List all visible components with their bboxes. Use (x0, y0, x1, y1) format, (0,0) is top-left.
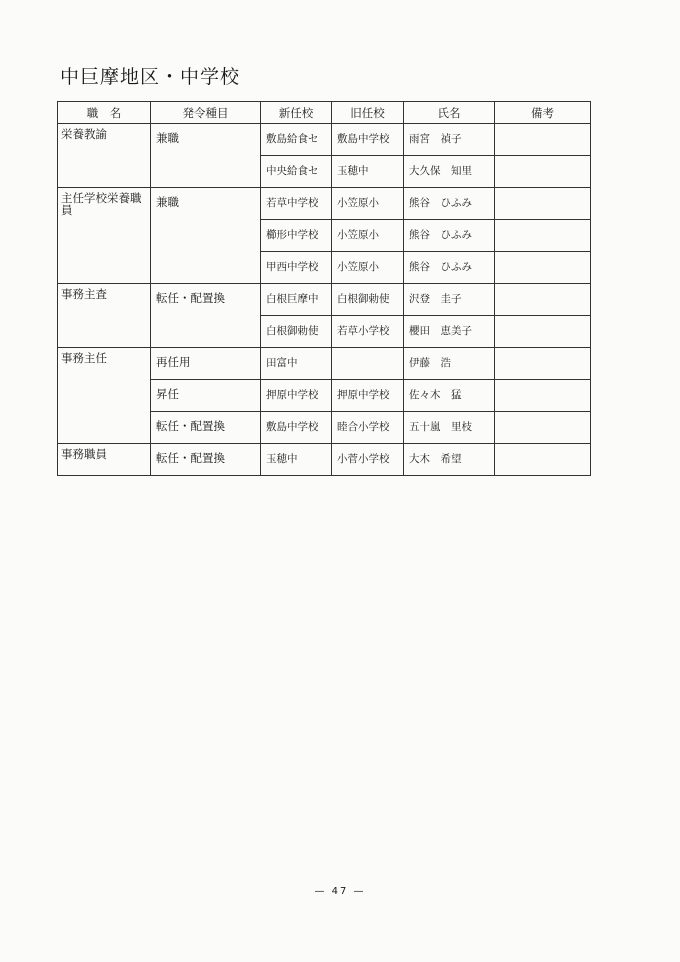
header-remarks: 備考 (495, 102, 591, 124)
new-school-cell: 甲西中学校 (261, 252, 332, 284)
kind-cell: 兼職 (151, 124, 261, 188)
kind-cell: 昇任 (151, 380, 261, 412)
old-school-cell: 睦合小学校 (332, 412, 404, 444)
new-school-cell: 玉穂中 (261, 444, 332, 476)
name-cell: 熊谷 ひふみ (404, 220, 495, 252)
position-cell: 事務職員 (58, 444, 151, 476)
old-school-cell (332, 348, 404, 380)
old-school-cell: 小菅小学校 (332, 444, 404, 476)
old-school-cell: 小笠原小 (332, 220, 404, 252)
old-school-cell: 小笠原小 (332, 188, 404, 220)
new-school-cell: 敷島給食セ (261, 124, 332, 156)
kind-cell: 再任用 (151, 348, 261, 380)
table-header-row (58, 102, 591, 124)
table-row (58, 188, 591, 220)
name-cell: 雨宮 禎子 (404, 124, 495, 156)
new-school-cell: 白根御勅使 (261, 316, 332, 348)
table-row (58, 284, 591, 316)
kind-cell: 転任・配置換 (151, 412, 261, 444)
page-number: — 47 — (314, 886, 366, 897)
kind-cell: 兼職 (151, 188, 261, 284)
table-row (58, 348, 591, 380)
table-row (58, 124, 591, 156)
header-kind: 発令種目 (151, 102, 261, 124)
position-cell: 事務主任 (58, 348, 151, 444)
remarks-cell (495, 380, 591, 412)
table-row (58, 444, 591, 476)
header-old-school: 旧任校 (332, 102, 404, 124)
name-cell: 櫻田 恵美子 (404, 316, 495, 348)
position-cell: 事務主査 (58, 284, 151, 348)
position-cell: 主任学校栄養職員 (58, 188, 151, 284)
kind-cell: 転任・配置換 (151, 444, 261, 476)
old-school-cell: 玉穂中 (332, 156, 404, 188)
name-cell: 佐々木 猛 (404, 380, 495, 412)
remarks-cell (495, 412, 591, 444)
name-cell: 大木 希望 (404, 444, 495, 476)
name-cell: 五十嵐 里枝 (404, 412, 495, 444)
remarks-cell (495, 348, 591, 380)
new-school-cell: 櫛形中学校 (261, 220, 332, 252)
name-cell: 伊藤 浩 (404, 348, 495, 380)
new-school-cell: 押原中学校 (261, 380, 332, 412)
header-name: 氏名 (404, 102, 495, 124)
new-school-cell: 敷島中学校 (261, 412, 332, 444)
remarks-cell (495, 252, 591, 284)
name-cell: 大久保 知里 (404, 156, 495, 188)
header-new-school: 新任校 (261, 102, 332, 124)
name-cell: 熊谷 ひふみ (404, 252, 495, 284)
remarks-cell (495, 284, 591, 316)
new-school-cell: 白根巨摩中 (261, 284, 332, 316)
name-cell: 熊谷 ひふみ (404, 188, 495, 220)
page-title: 中巨摩地区・中学校 (60, 66, 241, 88)
remarks-cell (495, 220, 591, 252)
name-cell: 沢登 圭子 (404, 284, 495, 316)
header-position: 職 名 (58, 102, 151, 124)
new-school-cell: 若草中学校 (261, 188, 332, 220)
kind-cell: 転任・配置換 (151, 284, 261, 348)
personnel-table (57, 101, 591, 476)
old-school-cell: 若草小学校 (332, 316, 404, 348)
remarks-cell (495, 156, 591, 188)
position-cell: 栄養教諭 (58, 124, 151, 188)
old-school-cell: 白根御勅使 (332, 284, 404, 316)
new-school-cell: 中央給食セ (261, 156, 332, 188)
old-school-cell: 小笠原小 (332, 252, 404, 284)
old-school-cell: 押原中学校 (332, 380, 404, 412)
remarks-cell (495, 188, 591, 220)
old-school-cell: 敷島中学校 (332, 124, 404, 156)
remarks-cell (495, 316, 591, 348)
remarks-cell (495, 444, 591, 476)
remarks-cell (495, 124, 591, 156)
new-school-cell: 田富中 (261, 348, 332, 380)
